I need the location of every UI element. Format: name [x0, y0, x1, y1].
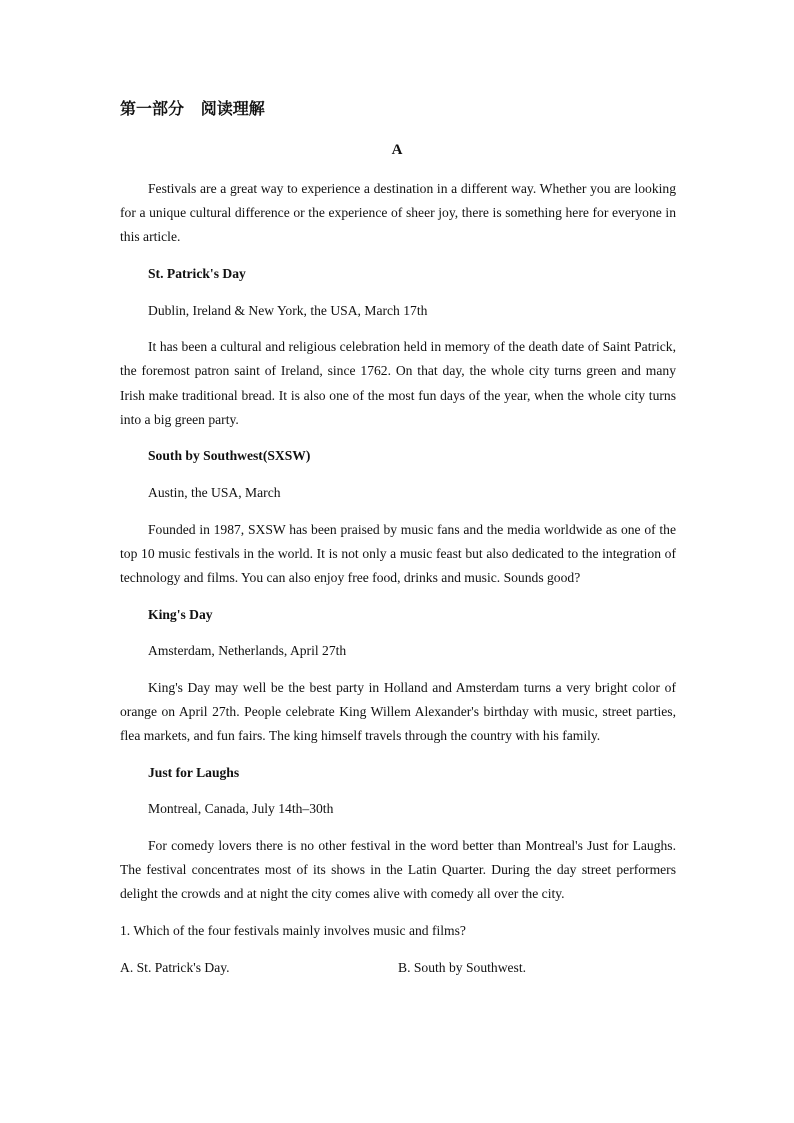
- festival-desc-sxsw: Founded in 1987, SXSW has been praised by music fans and the media worldwide as one of the top 10 music festivals in the world. It is not only a music feast but also dedicated to the integration of technology and films. You can also enjoy free food, drinks and music. Sounds good?: [120, 521, 676, 585]
- festival-meta-sxsw: Austin, the USA, March: [148, 484, 281, 500]
- answer-options: [120, 956, 676, 980]
- festival-meta-just-for-laughs: Montreal, Canada, July 14th–30th: [148, 801, 334, 817]
- option-a[interactable]: A. St. Patrick's Day.: [120, 959, 230, 975]
- option-b[interactable]: B. South by Southwest.: [398, 959, 527, 975]
- passage-letter: A: [391, 142, 403, 158]
- festival-desc-just-for-laughs: For comedy lovers there is no other festival in the word better than Montreal's Just for Laughs. The festival concentrates most of its shows in the Latin Quarter. During the day street performers delight the crowds and at night the city comes alive with comedy all over the city.: [120, 837, 676, 902]
- passage-content: [120, 177, 676, 980]
- festival-name-sxsw: South by Southwest(SXSW): [148, 448, 311, 464]
- intro-paragraph: Festivals are a great way to experience a destination in a different way. Whether you are looking for a unique cultural difference or the experience of sheer joy, there is something here for everyone in this article.: [120, 181, 676, 245]
- festival-meta-kings-day: Amsterdam, Netherlands, April 27th: [148, 643, 347, 659]
- festival-name-kings-day: King's Day: [148, 606, 213, 622]
- festival-desc-st-patricks: It has been a cultural and religious celebration held in memory of the death date of Saint Patrick, the foremost patron saint of Ireland, since 1762. On that day, the whole city turns green and many Irish make traditional bread. It is also one of the most fun days of the year, when the whole city turns into a big green party.: [120, 339, 676, 427]
- festival-desc-kings-day: King's Day may well be the best party in Holland and Amsterdam turns a very bright color of orange on April 27th. People celebrate King Willem Alexander's birthday with music, street parties, flea markets, and fun fairs. The king himself travels through the country with his family.: [120, 679, 676, 744]
- festival-name-just-for-laughs: Just for Laughs: [148, 764, 240, 780]
- festival-meta-st-patricks: Dublin, Ireland & New York, the USA, March 17th: [148, 302, 428, 318]
- question-stem: 1. Which of the four festivals mainly involves music and films?: [120, 922, 466, 938]
- festival-name-st-patricks: St. Patrick's Day: [148, 266, 246, 281]
- section-title: 第一部分 阅读理解: [120, 99, 265, 118]
